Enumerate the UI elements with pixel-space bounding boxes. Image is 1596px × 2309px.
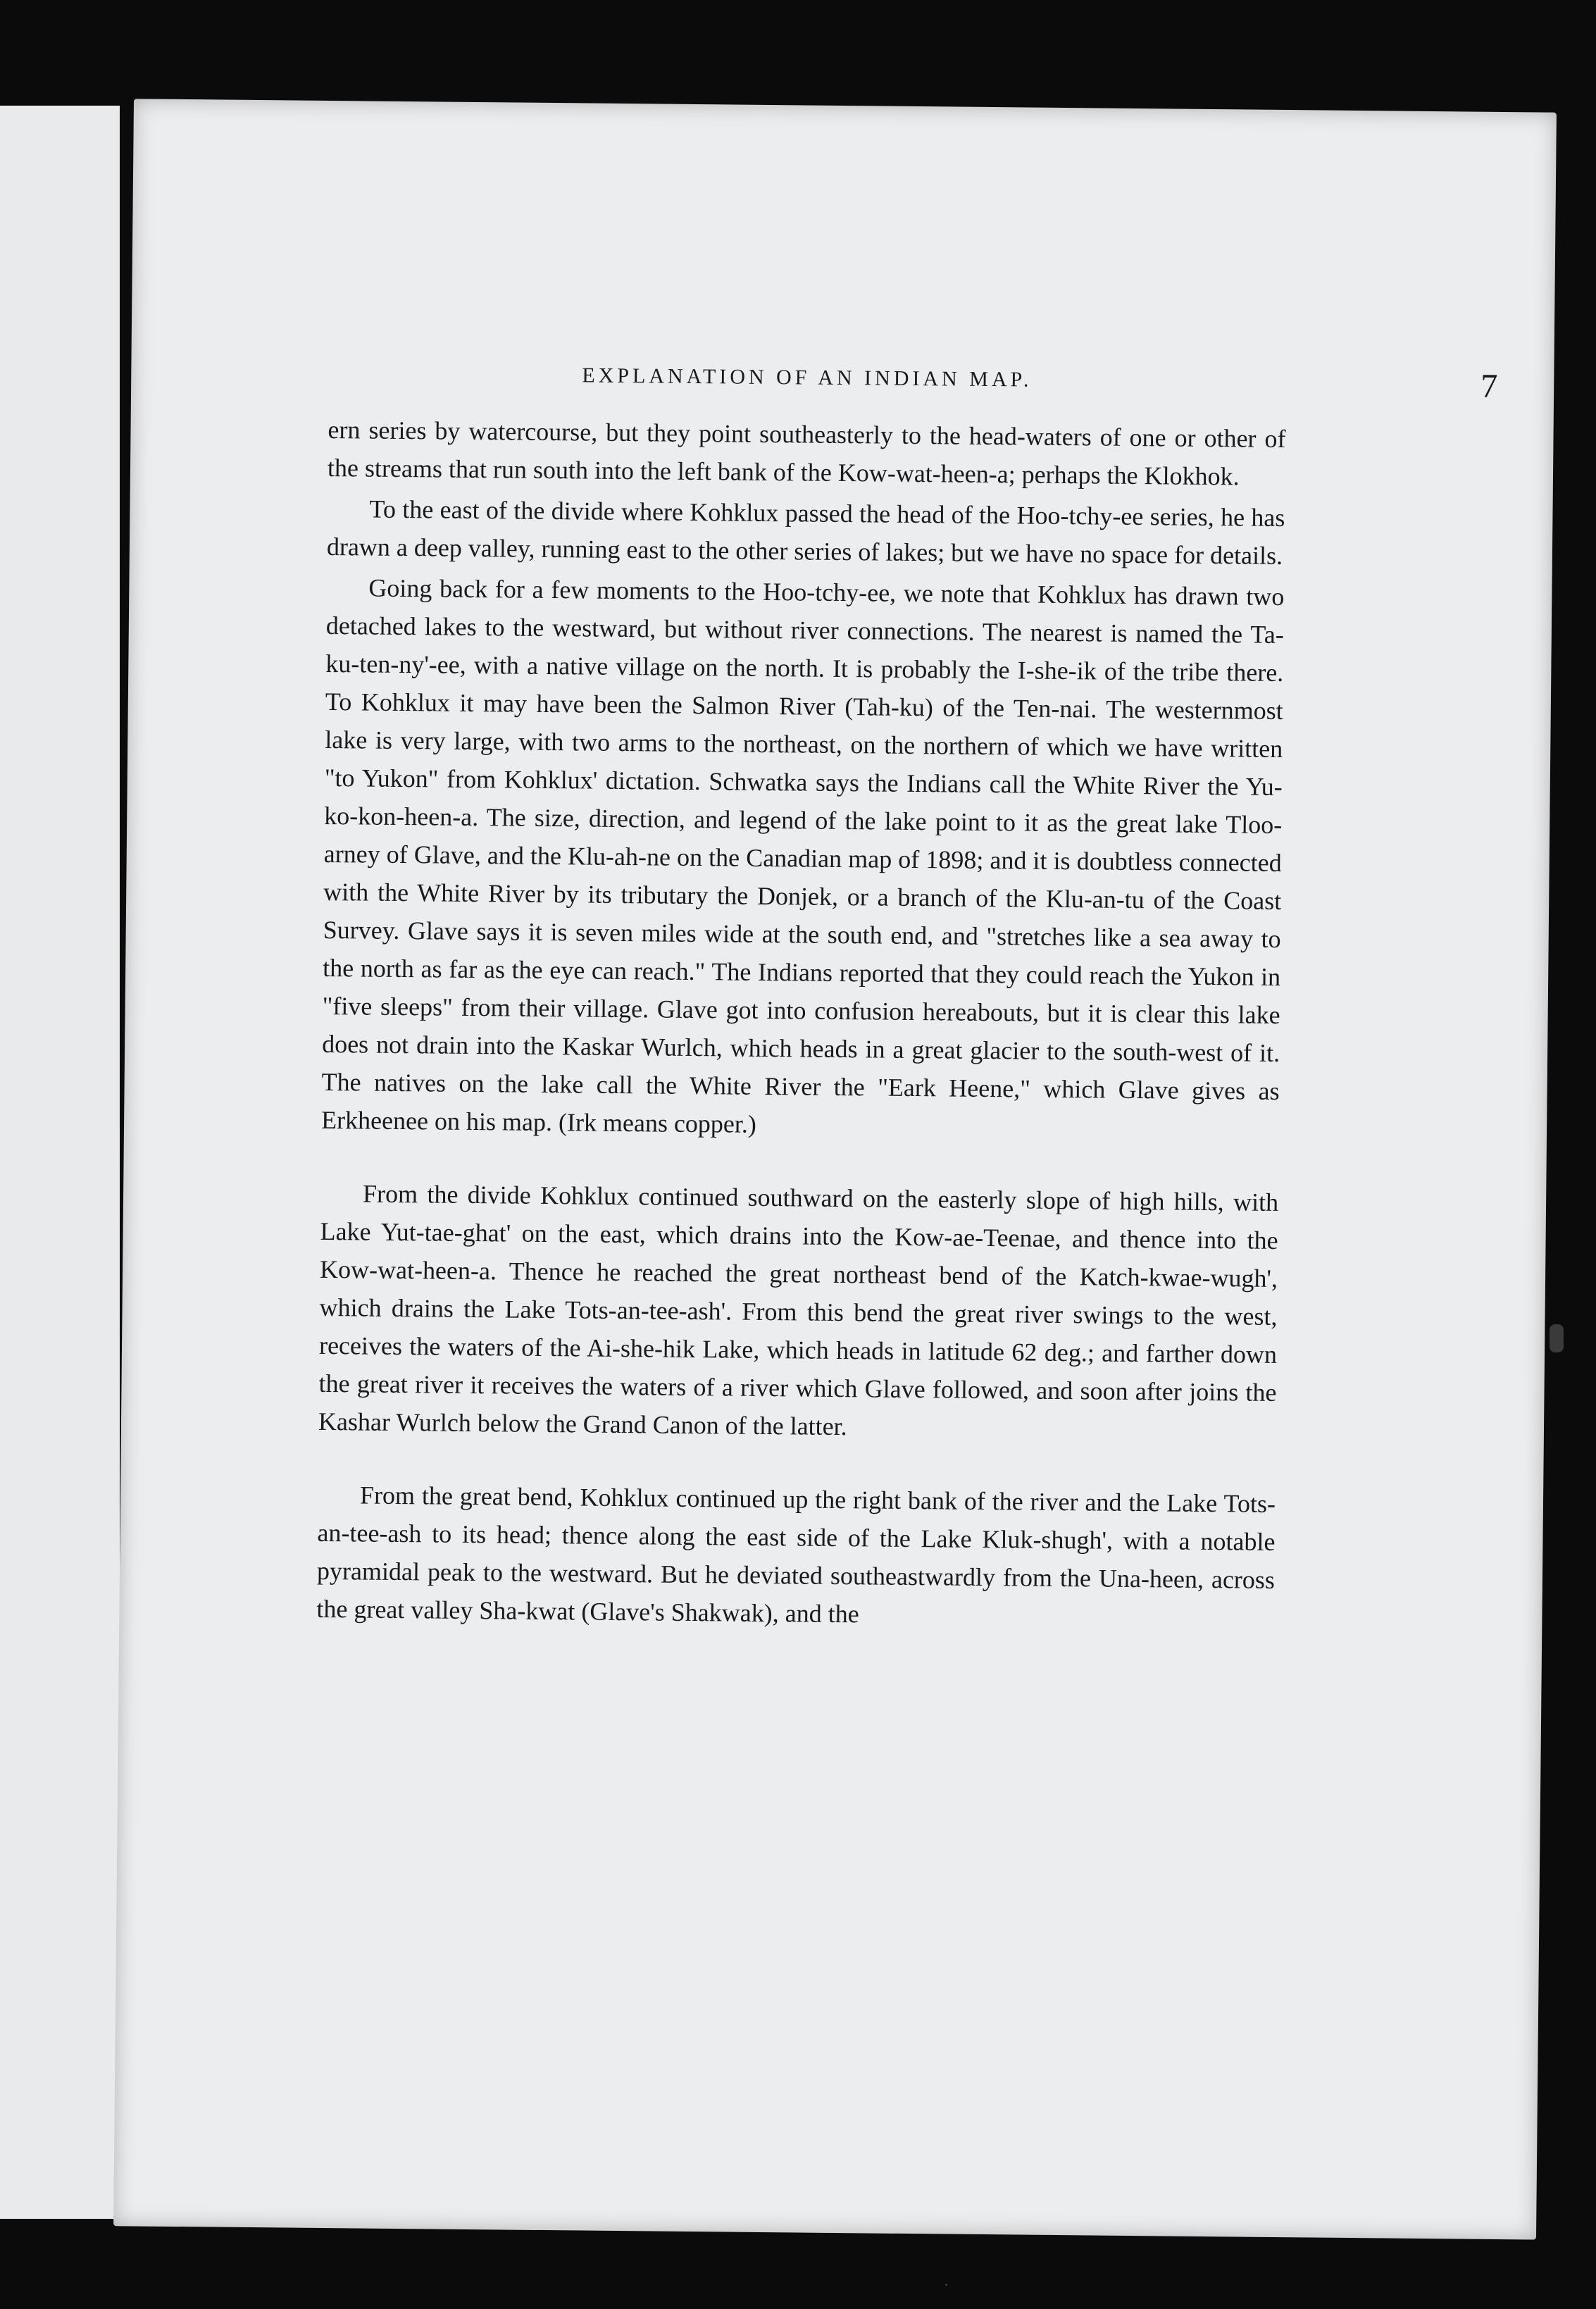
running-head [582,363,1498,405]
body-text [316,411,1286,1640]
dust-speck: · [944,2276,949,2294]
page-number: 7 [1480,367,1498,405]
running-title: EXPLANATION OF AN INDIAN MAP. [582,363,1033,392]
facing-page-edge [0,106,120,2219]
book-page [113,99,1557,2294]
paragraph-east-of-divide: To the east of the divide where Kohklux passed the head of the Hoo-tchy-ee series, he has drawn a deep valley, running east to the other series of lakes; but we have no space for details. [326,494,1285,570]
paragraph-from-the-divide: From the divide Kohklux continued southward on the easterly slope of high hills, with Lake Yut-tae-ghat' on the east, which drains into the Kow-ae-Teenae, and thence into the Kow-wat-heen-a. Thence he reached the great northeast bend of the Katch-kwae-wugh', which drains the Lake Tots-an-tee-ash'. From this bend the great river swings to the west, receives the waters of the Ai-she-hik Lake, which heads in latitude 62 deg.; and farther down the great river it receives the waters of a river which Glave followed, and soon after joins the Kashar Wurlch below the Grand Canon of the latter. [318,1179,1279,1441]
paragraph-hoo-tchy-ee-lakes: Going back for a few moments to the Hoo-tchy-ee, we note that Kohklux has drawn two detached lakes to the westward, but without river connections. The nearest is named the Ta-ku-ten-ny'-ee, with a native village on the north. It is probably the I-she-ik of the tribe there. To Kohklux it may have been the Salmon River (Tah-ku) of the Ten-nai. The westernmost lake is very large, with two arms to the northeast, on the northern of which we have written "to Yukon" from Kohklux' dictation. Schwatka says the Indians call the White River the Yu-ko-kon-heen-a. The size, direction, and legend of the lake point to it as the great lake Tloo-arney of Glave, and the Klu-ah-ne on the Canadian map of 1898; and it is doubtless connected with the White River by its tributary the Donjek, or a branch of the Klu-an-tu of the Coast Survey. Glave says it is seven miles wide at the south end, and "stretches like a sea away to the north as far as the eye can reach." The Indians reported that they could reach the Yukon in "five sleeps" from their village. Glave got into confusion hereabouts, but it is clear this lake does not drain into the Kaskar Wurlch, which heads in a great glacier to the south-west of it. The natives on the lake call the White River the "Eark Heene," which Glave gives as Erkheenee on his map. (Irk means copper.) [320,573,1285,1138]
paragraph-from-the-great-bend: From the great bend, Kohklux continued up the right bank of the river and the Lake Tots-an-tee-ash to its head; thence along the east side of the Lake Kluk-shugh', with a notable pyramidal peak to the westward. But he deviated southeastwardly from the Una-heen, across the great valley Sha-kwat (Glave's Shakwak), and the [316,1481,1276,1629]
paragraph-continuation: ern series by watercourse, but they point southeasterly to the head-waters of one or other of the streams that run south into the left bank of the Kow-wat-heen-a; perhaps the Klokhok. [327,415,1286,491]
binding-clip-mark [1550,1324,1564,1352]
